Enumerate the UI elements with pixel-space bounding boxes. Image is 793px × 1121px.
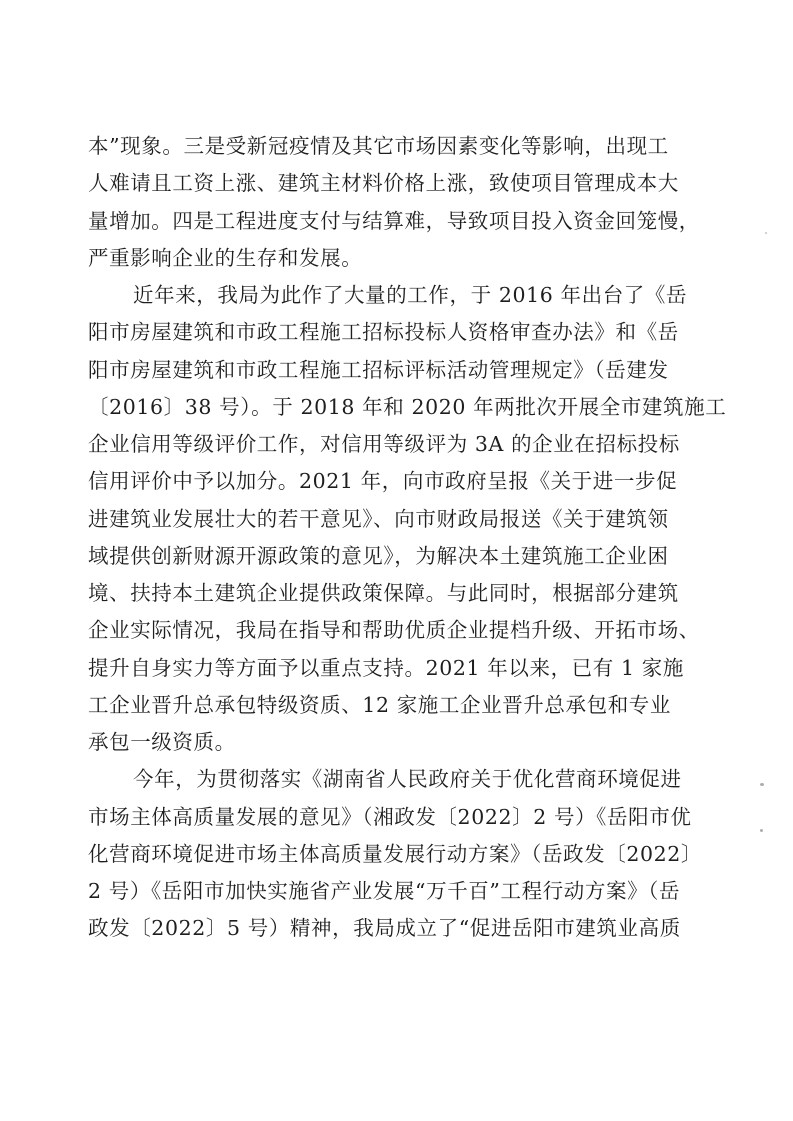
- scan-speck: [760, 783, 764, 786]
- text-line: 量增加。四是工程进度支付与结算难，导致项目投入资金回笼慢，: [88, 208, 700, 233]
- text-line: 〔2016〕38 号）。于 2018 年和 2020 年两批次开展全市建筑施工: [88, 394, 727, 419]
- text-line: 信用评价中予以加分。2021 年，向市政府呈报《关于进一步促: [88, 469, 678, 494]
- text-line: 人难请且工资上涨、建筑主材料价格上涨，致使项目管理成本大: [88, 171, 679, 196]
- paragraph-start-line: 今年，为贯彻落实《湖南省人民政府关于优化营商环境促进: [133, 767, 682, 792]
- text-line: 阳市房屋建筑和市政工程施工招标投标人资格审查办法》和《岳: [88, 320, 679, 345]
- text-line: 域提供创新财源开源政策的意见》，为解决本土建筑施工企业困: [88, 543, 669, 568]
- scan-speck: [760, 829, 763, 832]
- text-line: 2 号）《岳阳市加快实施省产业发展“万千百”工程行动方案》（岳: [88, 879, 681, 903]
- text-line: 本”现象。三是受新冠疫情及其它市场因素变化等影响，出现工: [88, 134, 669, 158]
- scan-speck: [765, 232, 767, 234]
- text-line: 化营商环境促进市场主体高质量发展行动方案》（岳政发〔2022〕: [88, 841, 703, 866]
- text-line: 提升自身实力等方面予以重点支持。2021 年以来，已有 1 家施: [88, 655, 684, 680]
- text-line: 政发〔2022〕5 号）精神，我局成立了“促进岳阳市建筑业高质: [88, 916, 681, 941]
- text-line: 承包一级资质。: [88, 730, 236, 754]
- text-line: 进建筑业发展壮大的若干意见》、向市财政局报送《关于建筑领: [88, 506, 669, 531]
- text-line: 企业信用等级评价工作，对信用等级评为 3A 的企业在招标投标: [88, 432, 680, 456]
- text-line: 严重影响企业的生存和发展。: [88, 245, 363, 270]
- text-line: 工企业晋升总承包特级资质、12 家施工企业晋升总承包和专业: [88, 692, 671, 717]
- text-line: 阳市房屋建筑和市政工程施工招标评标活动管理规定》（岳建发: [88, 357, 669, 382]
- text-line: 境、扶持本土建筑企业提供政策保障。与此同时，根据部分建筑: [88, 581, 679, 605]
- text-line: 市场主体高质量发展的意见》（湘政发〔2022〕2 号）《岳阳市优: [88, 804, 692, 829]
- body-text: [88, 128, 727, 948]
- text-line: 企业实际情况，我局在指导和帮助优质企业提档升级、开拓市场、: [88, 618, 700, 643]
- paragraph-start-line: 近年来，我局为此作了大量的工作，于 2016 年出台了《岳: [133, 283, 688, 307]
